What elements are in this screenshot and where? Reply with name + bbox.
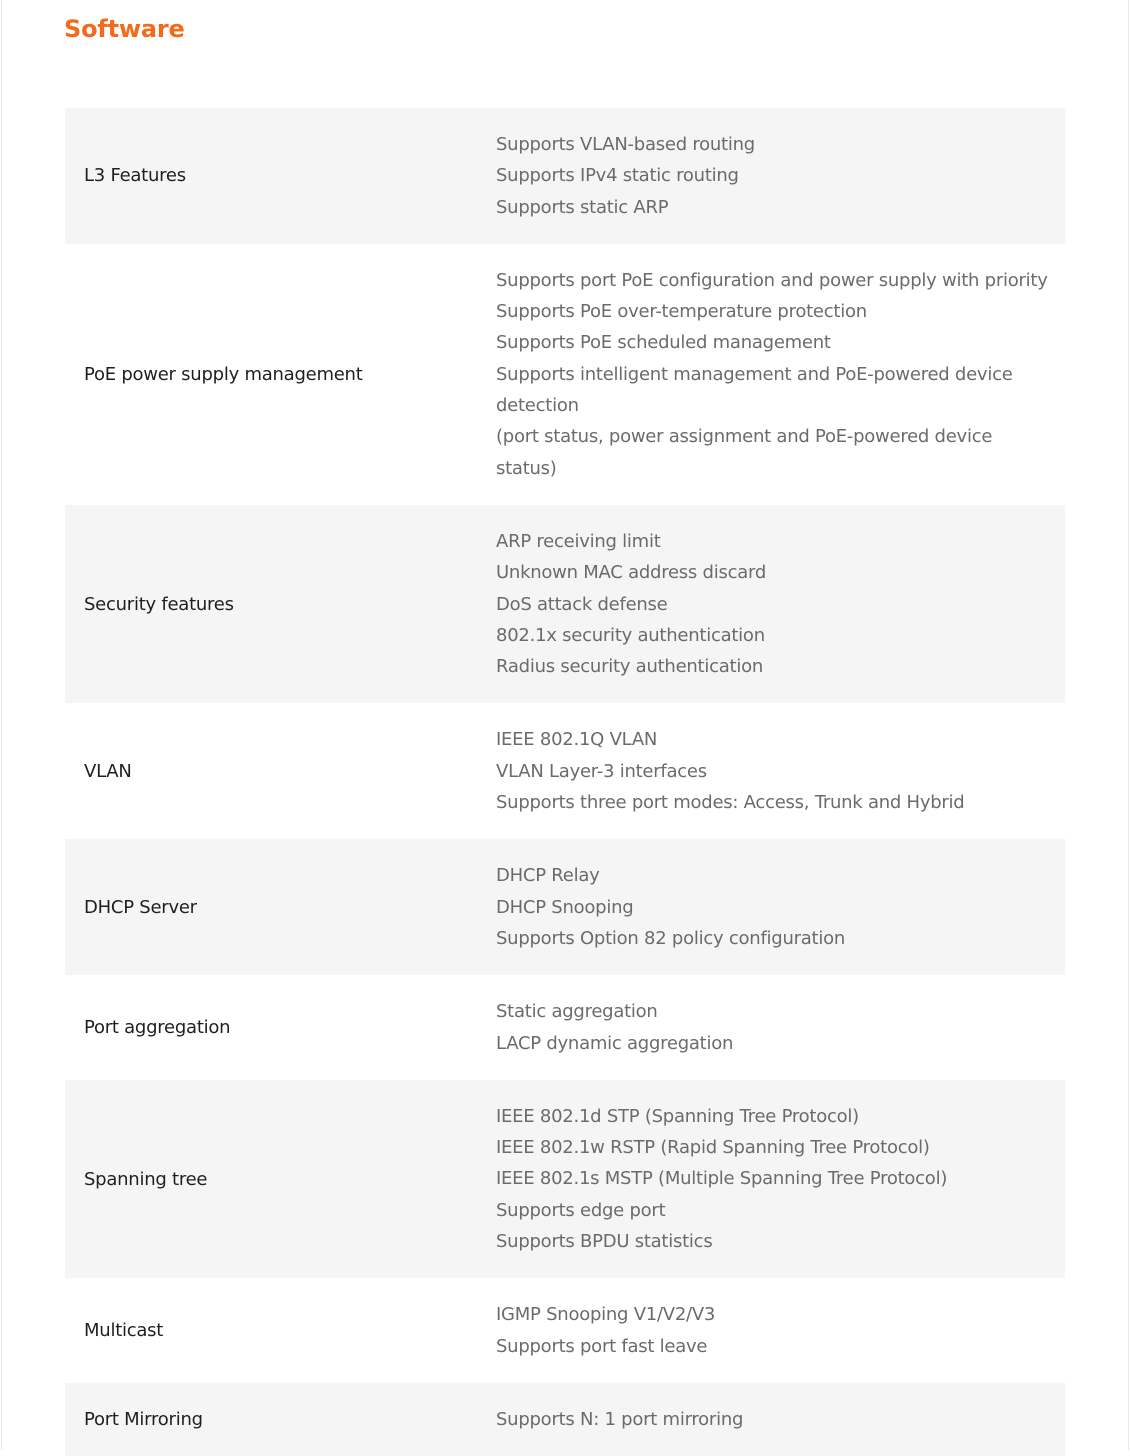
row-values xyxy=(496,129,1065,223)
row-value: Supports port fast leave xyxy=(496,1335,708,1357)
row-label: Security features xyxy=(84,593,234,615)
row-value: Supports PoE over-temperature protection xyxy=(496,301,867,323)
row-value: Supports IPv4 static routing xyxy=(496,165,739,187)
row-value: (port status, power assignment and PoE-powered device status) xyxy=(496,426,993,479)
row-values xyxy=(496,1101,1065,1257)
page-border-right xyxy=(1128,0,1129,1450)
row-value: DoS attack defense xyxy=(496,593,668,615)
row-value: DHCP Relay xyxy=(496,865,600,887)
row-values xyxy=(496,526,1065,682)
row-value: IGMP Snooping V1/V2/V3 xyxy=(496,1304,716,1326)
table-row xyxy=(65,839,1065,975)
table-row xyxy=(65,108,1065,244)
row-value: IEEE 802.1Q VLAN xyxy=(496,729,658,751)
specs-table xyxy=(65,108,1065,1456)
table-row xyxy=(65,1080,1065,1278)
table-row xyxy=(65,244,1065,505)
row-label: Port aggregation xyxy=(84,1017,231,1039)
row-values xyxy=(496,996,1065,1059)
row-value: Unknown MAC address discard xyxy=(496,562,767,584)
section-title: Software xyxy=(64,15,185,43)
row-value: LACP dynamic aggregation xyxy=(496,1032,734,1054)
row-value: Supports Option 82 policy configuration xyxy=(496,927,846,949)
row-value: Supports port PoE configuration and power supply with priority xyxy=(496,269,1048,291)
table-row xyxy=(65,505,1065,703)
table-row xyxy=(65,703,1065,839)
row-label: Port Mirroring xyxy=(84,1409,203,1431)
row-value: VLAN Layer-3 interfaces xyxy=(496,760,707,782)
row-label: PoE power supply management xyxy=(84,363,363,385)
row-value: IEEE 802.1d STP (Spanning Tree Protocol) xyxy=(496,1105,859,1127)
row-values xyxy=(496,1404,1065,1435)
table-row xyxy=(65,1278,1065,1383)
row-value: Supports VLAN-based routing xyxy=(496,134,755,155)
row-label: DHCP Server xyxy=(84,896,197,918)
table-row xyxy=(65,1383,1065,1456)
table-row xyxy=(65,975,1065,1080)
row-value: Supports three port modes: Access, Trunk and Hybrid xyxy=(496,792,965,814)
row-label: Spanning tree xyxy=(84,1168,208,1190)
row-values xyxy=(496,724,1065,818)
row-value: Radius security authentication xyxy=(496,656,764,678)
row-value: 802.1x security authentication xyxy=(496,624,765,646)
row-value: Supports static ARP xyxy=(496,196,669,218)
row-label: L3 Features xyxy=(84,165,186,187)
row-value: DHCP Snooping xyxy=(496,896,634,918)
row-value: Supports PoE scheduled management xyxy=(496,332,831,354)
row-values xyxy=(496,265,1065,484)
row-value: Static aggregation xyxy=(496,1001,658,1023)
row-value: Supports BPDU statistics xyxy=(496,1231,713,1253)
row-value: Supports edge port xyxy=(496,1199,666,1221)
row-value: IEEE 802.1w RSTP (Rapid Spanning Tree Protocol) xyxy=(496,1137,930,1159)
row-value: IEEE 802.1s MSTP (Multiple Spanning Tree Protocol) xyxy=(496,1168,948,1190)
row-values xyxy=(496,860,1065,954)
row-label: VLAN xyxy=(84,760,132,782)
row-values xyxy=(496,1299,1065,1362)
row-value: ARP receiving limit xyxy=(496,530,661,552)
row-label: Multicast xyxy=(84,1320,164,1342)
page-border-left xyxy=(1,0,2,1450)
row-value: Supports N: 1 port mirroring xyxy=(496,1408,744,1430)
row-value: Supports intelligent management and PoE-powered device detection xyxy=(496,363,1013,417)
